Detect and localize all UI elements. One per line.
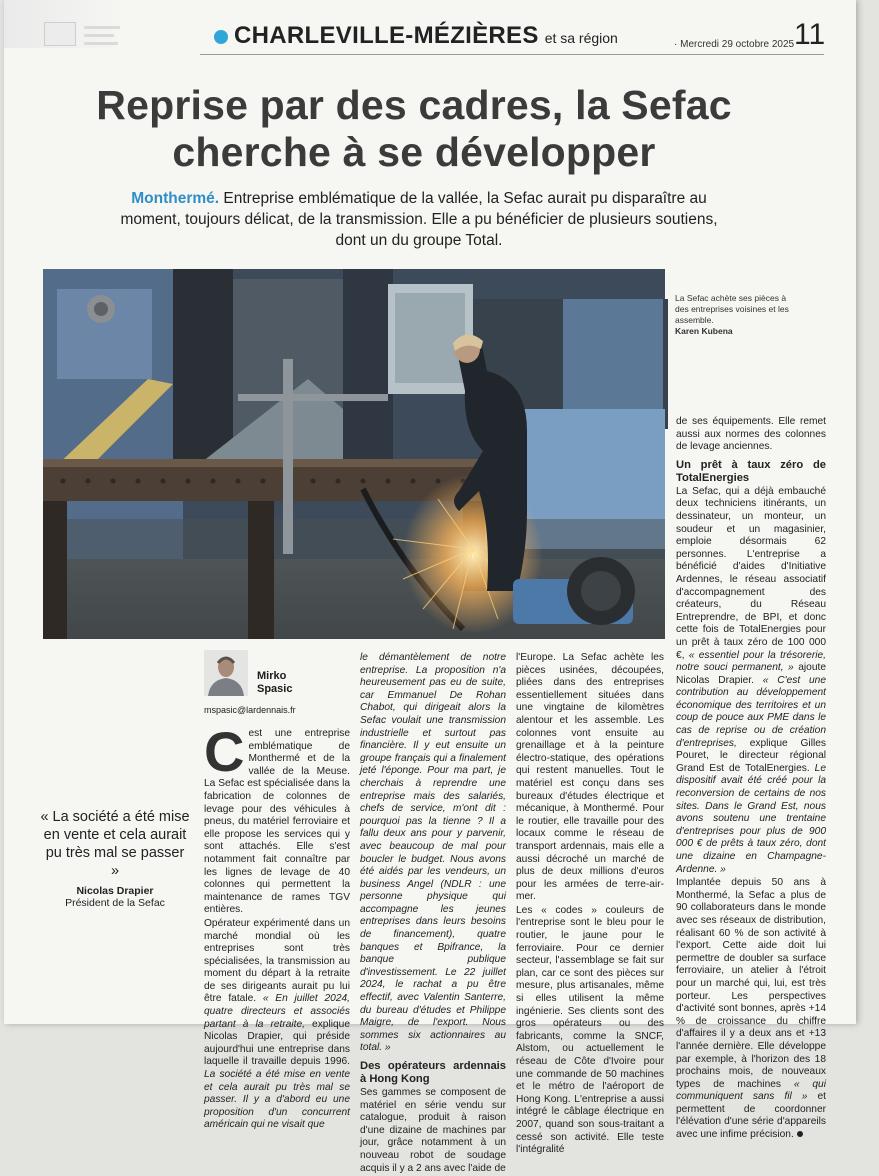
article-column-3 <box>516 652 664 1158</box>
section-subtitle: et sa région <box>544 30 618 46</box>
workshop-welding-photo <box>43 269 665 639</box>
article-headline: Reprise par des cadres, la Sefac cherche à se développer <box>96 82 732 175</box>
column-2-subhead: Des opérateurs ardennais à Hong Kong <box>360 1060 506 1085</box>
standfirst-location: Monthermé. <box>131 190 220 207</box>
page-number: 11 <box>794 18 826 51</box>
pull-quote-role: Président de la Sefac <box>65 897 165 909</box>
end-of-article-icon <box>797 1131 803 1137</box>
column-4-paragraph: La Sefac, qui a déjà embauché deux techniciens itinérants, un dessinateur, un monteur, un soudeur et un magasinier, emploie désormais 62 personnes. L'entreprise a bénéficié d'aides d'Initiative Ardennes, le réseau associatif d'accompagnement des créateurs, du Réseau Entreprendre, de BPI, et donc cette fois de TotalEnergies pour un prêt à taux zéro de 100 000 €, « essentiel pour la trésorerie, notre souci permanent, » ajoute Nicolas Drapier. « C'est une contribution au développement économique des territoires et un coup de pouce aux PME dans le cas de reprise ou de création d'entreprises, explique Gilles Pouret, le directeur régional Grand Est de TotalEnergies. Le dispositif avait été créé pour la reconversion de certains de nos sites. Dans le Grand Est, nous avons soutenu une trentaine d'entreprises pour plus de 900 000 € de prêts à taux zéro, dont une dizaine en Champagne-Ardenne. » <box>676 485 826 875</box>
column-4-paragraph: de ses équipements. Elle remet aussi aux normes des colonnes de levage anciennes. <box>676 416 826 453</box>
author-portrait-icon <box>204 650 248 696</box>
column-2-paragraph: le démantèlement de notre entreprise. La proposition n'a heureusement pas eu de suite, car Emmanuel De Rohan Chabot, qui dirigeait alors la Sefac voulait une transmission industrielle et surtout pas financière. Il y eut ensuite un groupe français qui a finalement jeté l'éponge. Pour ma part, je cherchais à reprendre une entreprise mais des salariés, chefs de service, m'ont dit : pourquoi pas la tienne ? Il a fallu deux ans pour y parvenir, avec beaucoup de mal pour boucler le budget. Nous avons été aidés par les vendeurs, un business Angel (NDLR : une personne physique qui accompagne les jeunes entreprises dans leurs besoins de financement), quatre banques et Bpifrance, la banque publique d'investissement. Le 22 juillet 2024, le rachat a pu être effectif, avec Valentin Santerre, du bureau d'études et Philippe Maigre, de l'export. Nous sommes six actionnaires au total. » <box>360 652 506 1054</box>
author-email: mspasic@lardennais.fr <box>204 705 296 715</box>
author-name: Mirko Spasic <box>257 670 293 695</box>
pull-quote-author: Nicolas Drapier <box>76 885 154 897</box>
ghost-logo <box>44 22 76 46</box>
section-title: CHARLEVILLE-MÉZIÈRES <box>234 22 539 49</box>
column-3-paragraph: Les « codes » couleurs de l'entreprise sont le bleu pour le routier, le jaune pour le ferroviaire. Pour ce dernier secteur, l'assemblage se fait sur plan, car ce sont des pièces sur mesure, plus artisanales, même si elles utilisent la même ingénierie. Ses clients sont des gros opérateurs ou des fabricants, comme la SNCF, Alstom, ou actuellement le réseau de Côte d'Ivoire pour une commande de 50 machines et le métro de l'aéroport de Hong Kong. L'entreprise a aussi intégré le câblage électrique en 2007, quand son sous-traitant a cessé son activité. Elle teste l'intégralité <box>516 904 664 1156</box>
column-3-paragraph: l'Europe. La Sefac achète les pièces usinées, découpées, pliées dans des entreprises essentiellement situées dans une vingtaine de kilomètres alentour et les assemble. Les colonnes vont ensuite au grenaillage et à la peinture électro-statique, des opérations qui restent manuelles. Tout le matériel est conçu dans ses bureaux d'études électrique et mécanique, à Monthermé. Pour le routier, elle travaille pour des locaux comme le réseau de transport ardennais, mais elle a aussi décroché un marché de plus de deux millions d'euros pour les armées de terre-air-mer. <box>516 652 664 903</box>
column-1-paragraph: Cest une entreprise emblématique de Monthermé et de la vallée de la Meuse. La Sefac est spécialisée dans la fabrication de colonnes de levage pour des véhicules à pneus, du matériel ferroviaire et elle propose les services qui y sont attachés. Elle s'est notamment fait connaître par les lignes de levage de 40 colonnes qui permettent la maintenance de rames TGV entières. <box>204 720 350 916</box>
author-avatar <box>204 650 248 696</box>
article-standfirst <box>114 188 724 251</box>
pull-quote-text: « La société a été mise en vente et cela aurait pu très mal se passer » <box>40 809 190 879</box>
drop-cap: C <box>204 720 245 783</box>
photo-credit: Karen Kubena <box>675 326 733 336</box>
newspaper-page <box>4 0 856 1174</box>
column-4-subhead: Un prêt à taux zéro de TotalEnergies <box>676 458 826 484</box>
column-2-paragraph: Ses gammes se composent de matériel en série vendu sur catalogue, produit à raison d'une dizaine de machines par jour, grâce notamment à un nouveau robot de soudage acquis il y a 2 ans avec l'aide de <box>360 1087 506 1174</box>
masthead-ghost <box>4 0 124 48</box>
article-column-4 <box>676 416 826 1143</box>
header-rule <box>200 54 824 55</box>
section-rubric <box>214 22 618 50</box>
column-4-paragraph: Implantée depuis 50 ans à Monthermé, la Sefac a plus de 90 collaborateurs dans le monde avec ses réseaux de distribution, réalisant 60 % de son activité à l'export. Cette aide doit lui permettre de doubler sa surface ferroviaire, un atelier à l'étroit pour un marché qui, lui, est très porteur. Les perspectives d'activité sont bonnes, après +14 % de croissance du chiffre d'affaires il y a deux ans et +13 l'année dernière. Elle développe par exemple, à l'horizon des 18 prochains mois, de nouveaux types de machines « qui communiquent sans fil » et permettent de coordonner l'élévation d'une série d'appareils avec une infime précision. <box>676 877 826 1141</box>
article-column-1 <box>204 720 350 1133</box>
caption-text: La Sefac achète ses pièces à des entreprises voisines et les assemble. <box>675 293 789 325</box>
column-1-paragraph: Opérateur expérimenté dans un marché mondial où les entreprises sont très spécialisées, la transmission au moment du départ à la retraite de ses dirigeants aurait pu lui être fatale. « En juillet 2024, quatre directeurs et associés partant à la retraite, explique Nicolas Drapier, qui préside aujourd'hui une entreprise dans laquelle il travaille depuis 1996. La société a été mise en vente et cela aurait pu très mal se passer. Il y a d'abord eu une proposition d'un concurrent américain qui ne visait que <box>204 917 350 1131</box>
issue-date: · Mercredi 29 octobre 2025 <box>674 39 795 50</box>
standfirst-text: Entreprise emblématique de la vallée, la Sefac aurait pu disparaître au moment, toujours délicat, de la transmission. Elle a pu bénéficier de plusieurs soutiens, dont un du groupe Total. <box>120 190 718 249</box>
rubric-dot-icon <box>214 30 228 44</box>
pull-quote <box>40 808 190 909</box>
photo-caption <box>675 293 795 337</box>
article-column-2 <box>360 652 506 1176</box>
author-block <box>204 650 344 714</box>
article-photo <box>43 269 665 639</box>
